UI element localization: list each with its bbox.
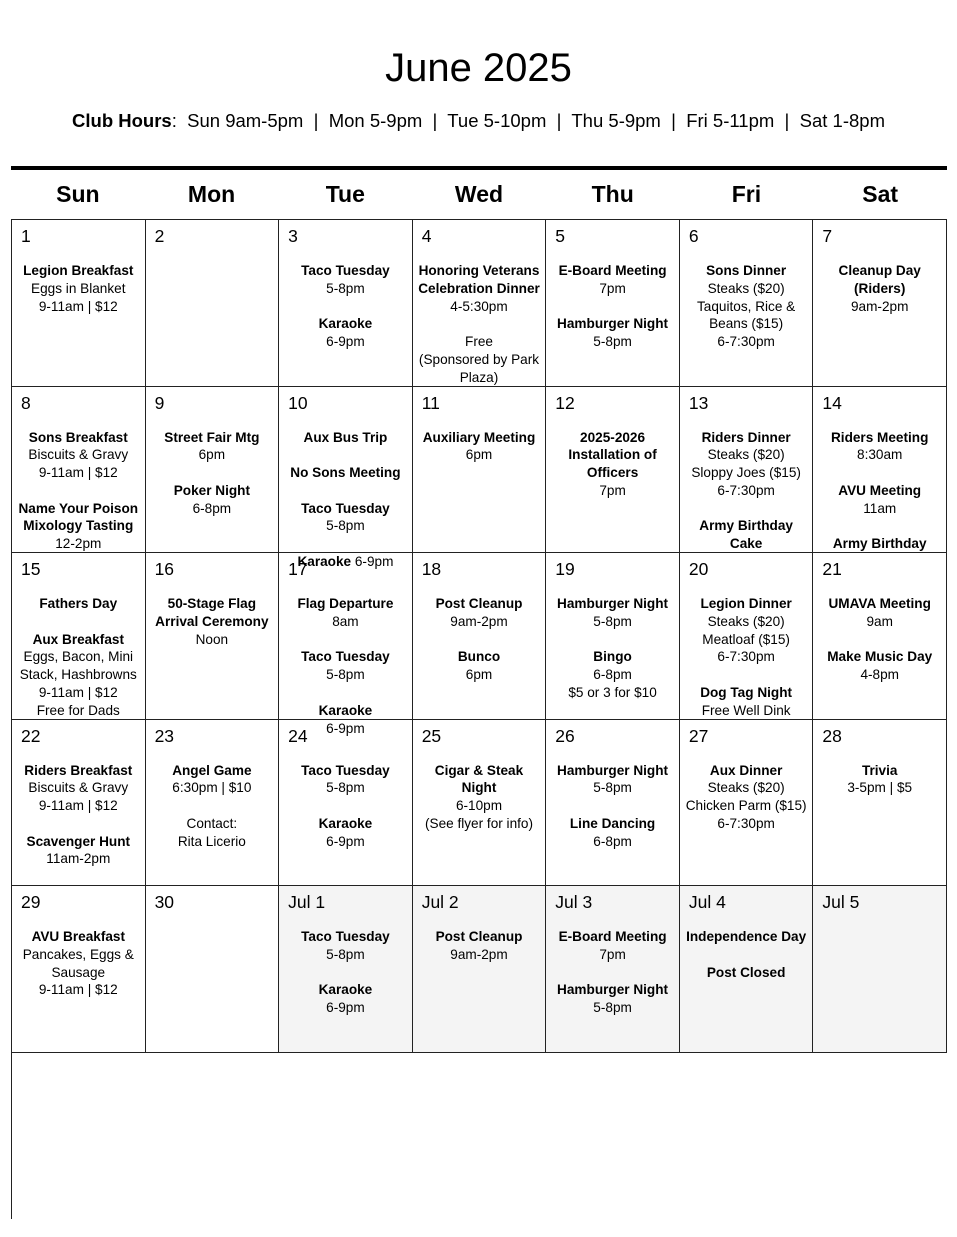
day-cell [12,387,146,554]
day-events [281,928,410,1017]
event-title: E-Board Meeting [558,263,667,278]
event-title: Hamburger Night [557,596,669,611]
day-number: 26 [555,725,575,746]
day-number: 10 [288,392,308,413]
event-title: Cleanup Day [838,263,921,278]
event-title: Post Cleanup [435,596,523,611]
event-detail: 9-11am | $12 [38,298,118,314]
event-title: Officers [586,465,639,481]
event-title: Installation of [568,447,657,463]
event-title: Karaoke [318,702,373,718]
day-cell [546,720,680,887]
day-events [14,762,143,869]
day-number: 9 [154,392,165,413]
day-number: 11 [421,392,440,413]
event-detail: Chicken Parm ($15) [685,798,807,814]
header-divider [11,166,947,170]
day-cell [413,886,547,1053]
day-cell [12,553,146,720]
event-detail: Beans ($15) [709,316,784,332]
event-detail: 8am [332,613,359,629]
day-cell [813,220,947,387]
day-cell [680,387,814,554]
event-detail: 9am-2pm [450,613,508,629]
event-detail: 8:30am [857,447,903,463]
club-hours [0,110,957,132]
event-title: Sons Dinner [706,263,787,278]
event-title: E-Board Meeting [558,929,667,944]
event-spacer [281,964,410,982]
event-spacer [548,797,677,815]
event-spacer [281,446,410,464]
event-spacer [815,517,944,535]
day-number: 27 [688,725,709,746]
event-detail: 6-7:30pm [717,649,775,665]
event-spacer [148,464,277,482]
event-detail: (Sponsored by Park [418,351,540,367]
day-number: 18 [421,559,442,579]
day-cell [680,220,814,387]
event-title: Street Fair Mtg [164,429,260,445]
day-cell [413,720,547,887]
event-detail: Taquitos, Rice & [697,298,796,314]
day-number: Jul 2 [421,892,459,912]
day-cell [146,553,280,720]
day-cell [813,387,947,554]
event-title: Hamburger Night [557,316,669,332]
event-spacer [548,631,677,649]
day-number: 17 [288,559,308,579]
day-number: 2 [154,226,165,246]
day-number: 23 [154,725,175,746]
event-detail: Plaza) [459,369,499,385]
event-title: Poker Night [173,482,250,498]
event-title: AVU Breakfast [31,929,125,944]
event-spacer [815,631,944,649]
event-spacer [415,315,544,333]
event-detail: 6-9pm [326,720,365,736]
day-events [815,762,944,798]
event-detail: Rita Licerio [177,833,246,849]
event-title: (Riders) [854,280,906,296]
event-detail: Free [465,334,493,350]
event-title: Cigar & Steak [434,762,524,778]
event-detail: Meatloaf ($15) [702,631,790,647]
event-detail: Sloppy Joes ($15) [691,465,801,481]
day-events [415,762,544,833]
calendar-title: June 2025 [385,46,572,90]
event-spacer [281,535,410,553]
event-detail: Steaks ($20) [707,780,785,796]
day-cell [12,886,146,1053]
event-title: Name Your Poison [18,500,139,516]
weekday-mon: Mon [187,181,236,207]
day-number: 6 [688,226,699,246]
event-detail: 5-8pm [326,946,365,962]
event-spacer [415,631,544,649]
event-spacer [14,613,143,631]
day-number: 14 [822,392,842,413]
event-detail: Free for Dads [36,702,120,718]
day-cell [813,553,947,720]
event-detail: (See flyer for info) [424,815,534,831]
day-cell [146,720,280,887]
event-detail: Steaks ($20) [707,613,785,629]
event-title: Hamburger Night [557,762,669,778]
event-detail: 4-8pm [860,667,899,683]
day-events [415,262,544,387]
event-spacer [548,298,677,316]
day-number: 4 [421,226,432,246]
day-number: Jul 3 [555,892,593,912]
day-events [682,595,811,720]
day-number: 24 [288,725,308,746]
event-detail: 11am-2pm [46,851,111,867]
day-cell [546,387,680,554]
weekday-fri: Fri [731,181,762,207]
event-title: Hamburger Night [557,982,669,998]
day-cell [546,220,680,387]
day-cell [813,886,947,1053]
day-number: 5 [555,226,566,246]
day-number: 30 [154,892,175,912]
day-events [682,762,811,833]
event-detail: 5-8pm [593,334,632,350]
event-spacer [682,500,811,518]
event-title: Legion Breakfast [23,263,134,278]
event-spacer [682,946,811,964]
event-title: Army Birthday [699,518,793,534]
day-number: 8 [21,392,31,413]
day-events [815,262,944,315]
event-spacer [281,298,410,316]
day-events [415,928,544,964]
event-detail: 12-2pm [55,536,102,552]
event-detail: 5-8pm [326,780,365,796]
event-title: Angel Game [172,762,252,778]
event-title: Karaoke [318,815,373,831]
day-events [548,595,677,702]
event-title: 2025-2026 [580,429,646,445]
event-title: Post Closed [706,964,786,980]
event-title: Post Cleanup [435,929,523,944]
day-cell [546,886,680,1053]
event-title: Aux Bus Trip [303,429,388,445]
day-cell [680,886,814,1053]
event-title: Bingo [593,649,632,665]
event-detail: 9am-2pm [450,946,508,962]
day-events [815,595,944,684]
event-title: Dog Tag Night [700,684,793,700]
event-detail: Steaks ($20) [707,280,785,296]
event-title: Aux Dinner [709,762,783,778]
event-title: Legion Dinner [700,596,792,611]
event-spacer [815,464,944,482]
day-cell [279,720,413,887]
event-title: Fathers Day [39,596,118,611]
event-spacer [548,964,677,982]
day-number: 20 [688,559,709,579]
event-title: Army Birthday [832,536,927,552]
event-detail: 6pm [465,447,493,463]
event-detail: 5-8pm [593,613,632,629]
event-detail: Biscuits & Gravy [28,447,129,463]
event-title: Night [461,780,497,796]
day-events [415,595,544,684]
weekday-thu: Thu [591,181,634,207]
event-detail: 4-5:30pm [450,298,508,314]
day-number: 22 [21,725,41,746]
event-spacer [281,631,410,649]
event-detail: 6-10pm [455,798,503,814]
day-number: 19 [555,559,575,579]
event-title: Taco Tuesday [301,500,390,516]
day-events [281,595,410,737]
day-events [14,429,143,554]
day-events [14,928,143,999]
day-cell [279,886,413,1053]
day-events [815,429,944,554]
weekday-wed: Wed [454,181,504,207]
day-cell [146,387,280,554]
weekday-sat: Sat [862,181,899,207]
event-detail: 9am-2pm [850,298,909,314]
event-title: Flag Departure [297,596,394,611]
day-events [682,262,811,351]
event-detail: Sausage [51,964,106,980]
event-title: Trivia [861,762,898,778]
event-detail: 9-11am | $12 [38,465,118,481]
event-detail: 6-7:30pm [717,334,775,350]
event-spacer [682,666,811,684]
event-title: Line Dancing [569,815,656,831]
event-spacer [281,482,410,500]
day-events [682,429,811,554]
event-detail: $5 or 3 for $10 [568,684,657,700]
event-detail: 6-8pm [593,667,632,683]
day-cell [279,220,413,387]
day-number: Jul 5 [822,892,860,912]
event-spacer [14,482,143,500]
event-title: Taco Tuesday [301,762,390,778]
event-title: Karaoke [318,316,373,332]
day-number: 12 [555,392,575,413]
event-detail: 7pm [599,946,626,962]
day-number: 25 [421,725,442,746]
day-cell [680,553,814,720]
event-title: Riders Dinner [701,429,791,445]
event-detail: 7pm [599,482,626,498]
event-detail: 11am [863,500,897,516]
event-detail: Pancakes, Eggs & [22,946,134,962]
day-events [415,429,544,465]
event-detail: 5-8pm [593,1000,632,1016]
event-title: Karaoke [297,554,352,570]
event-detail: 9-11am | $12 [38,798,118,814]
event-detail: Biscuits & Gravy [28,780,129,796]
event-title: Cake [729,536,763,552]
event-spacer [281,797,410,815]
event-title: Celebration Dinner [418,280,540,296]
event-detail: Free Well Dink [701,702,791,718]
event-title: Aux Breakfast [32,631,124,647]
event-spacer [281,684,410,702]
day-events [548,429,677,500]
event-detail: 9-11am | $12 [38,982,118,998]
event-title: Make Music Day [827,649,933,665]
event-detail: 6-8pm [192,500,232,516]
day-number: 28 [822,725,842,746]
event-title: Riders Breakfast [24,762,133,778]
day-cell [413,553,547,720]
event-title: Sons Breakfast [28,429,128,445]
day-events [148,429,277,518]
event-detail: 6-9pm [326,1000,365,1016]
day-events [281,429,410,571]
event-detail: 9am [866,613,893,629]
event-detail: Eggs, Bacon, Mini [23,649,134,665]
day-events [281,762,410,851]
event-title: Scavenger Hunt [26,833,131,849]
event-title: No Sons Meeting [290,465,401,481]
event-time: 6-9pm [351,554,394,570]
event-detail: Noon [195,631,229,647]
day-number: 3 [288,226,298,246]
day-number: 15 [21,559,41,579]
calendar-grid [11,219,947,1219]
day-events [148,595,277,648]
day-number: Jul 1 [288,892,326,912]
day-events [281,262,410,351]
day-cell [813,720,947,887]
event-title: Taco Tuesday [301,263,390,278]
day-cell [146,220,280,387]
day-events [148,762,277,851]
day-events [548,262,677,351]
event-detail: 6-8pm [593,833,632,849]
day-cell [413,220,547,387]
weekday-header [11,178,947,210]
event-detail: 9-11am | $12 [38,684,118,700]
event-detail: 6pm [465,667,493,683]
day-cell [12,220,146,387]
day-number: Jul 4 [688,892,726,912]
event-detail: 6-9pm [326,334,365,350]
event-detail: Stack, Hashbrowns [19,667,137,683]
event-spacer [14,815,143,833]
event-title: Independence Day [686,929,807,944]
event-title: Taco Tuesday [301,649,390,665]
day-number: 16 [154,559,175,579]
event-detail: 5-8pm [326,518,365,534]
event-detail: 3-5pm | $5 [847,780,913,796]
event-detail: Steaks ($20) [707,447,785,463]
event-title: UMAVA Meeting [828,596,931,611]
day-cell [546,553,680,720]
event-detail: Contact: [186,815,238,831]
day-cell [12,720,146,887]
day-cell [146,886,280,1053]
day-cell [413,387,547,554]
day-number: 1 [21,226,31,246]
event-detail: 6-9pm [326,833,365,849]
club-hours-text: : Sun 9am-5pm | Mon 5-9pm | Tue 5-10pm | Thu 5-9pm | Fri 5-11pm | Sat 1-8pm [171,110,885,131]
day-events [548,762,677,851]
club-hours-label: Club Hours [72,110,172,131]
event-detail: 6:30pm | $10 [172,780,252,796]
event-title: Taco Tuesday [301,929,390,944]
weekday-sun: Sun [56,181,100,207]
day-events [14,595,143,720]
event-title: 50-Stage Flag [167,596,257,611]
day-number: 29 [21,892,41,912]
event-detail: 5-8pm [326,280,365,296]
day-cell [680,720,814,887]
event-title: Auxiliary Meeting [422,429,536,445]
event-detail: 5-8pm [593,780,632,796]
event-title: Karaoke [318,982,373,998]
weekday-tue: Tue [325,181,365,207]
event-title: Mixology Tasting [23,518,134,534]
event-title: AVU Meeting [838,482,922,498]
day-number: 7 [822,226,833,246]
event-spacer [148,797,277,815]
day-events [682,928,811,981]
event-detail: Eggs in Blanket [31,280,126,296]
event-detail: 7pm [599,280,626,296]
event-title: Bunco [457,649,501,665]
event-detail: 5-8pm [326,667,365,683]
event-title: Arrival Ceremony [155,613,269,629]
day-events [548,928,677,1017]
event-detail: 6-7:30pm [717,815,775,831]
day-number: 21 [822,559,842,579]
event-title: Riders Meeting [830,429,929,445]
event-detail: 6pm [198,447,226,463]
day-number: 13 [688,392,709,413]
event-detail: 6-7:30pm [717,482,775,498]
day-events [14,262,143,315]
event-title: Honoring Veterans [418,263,540,278]
